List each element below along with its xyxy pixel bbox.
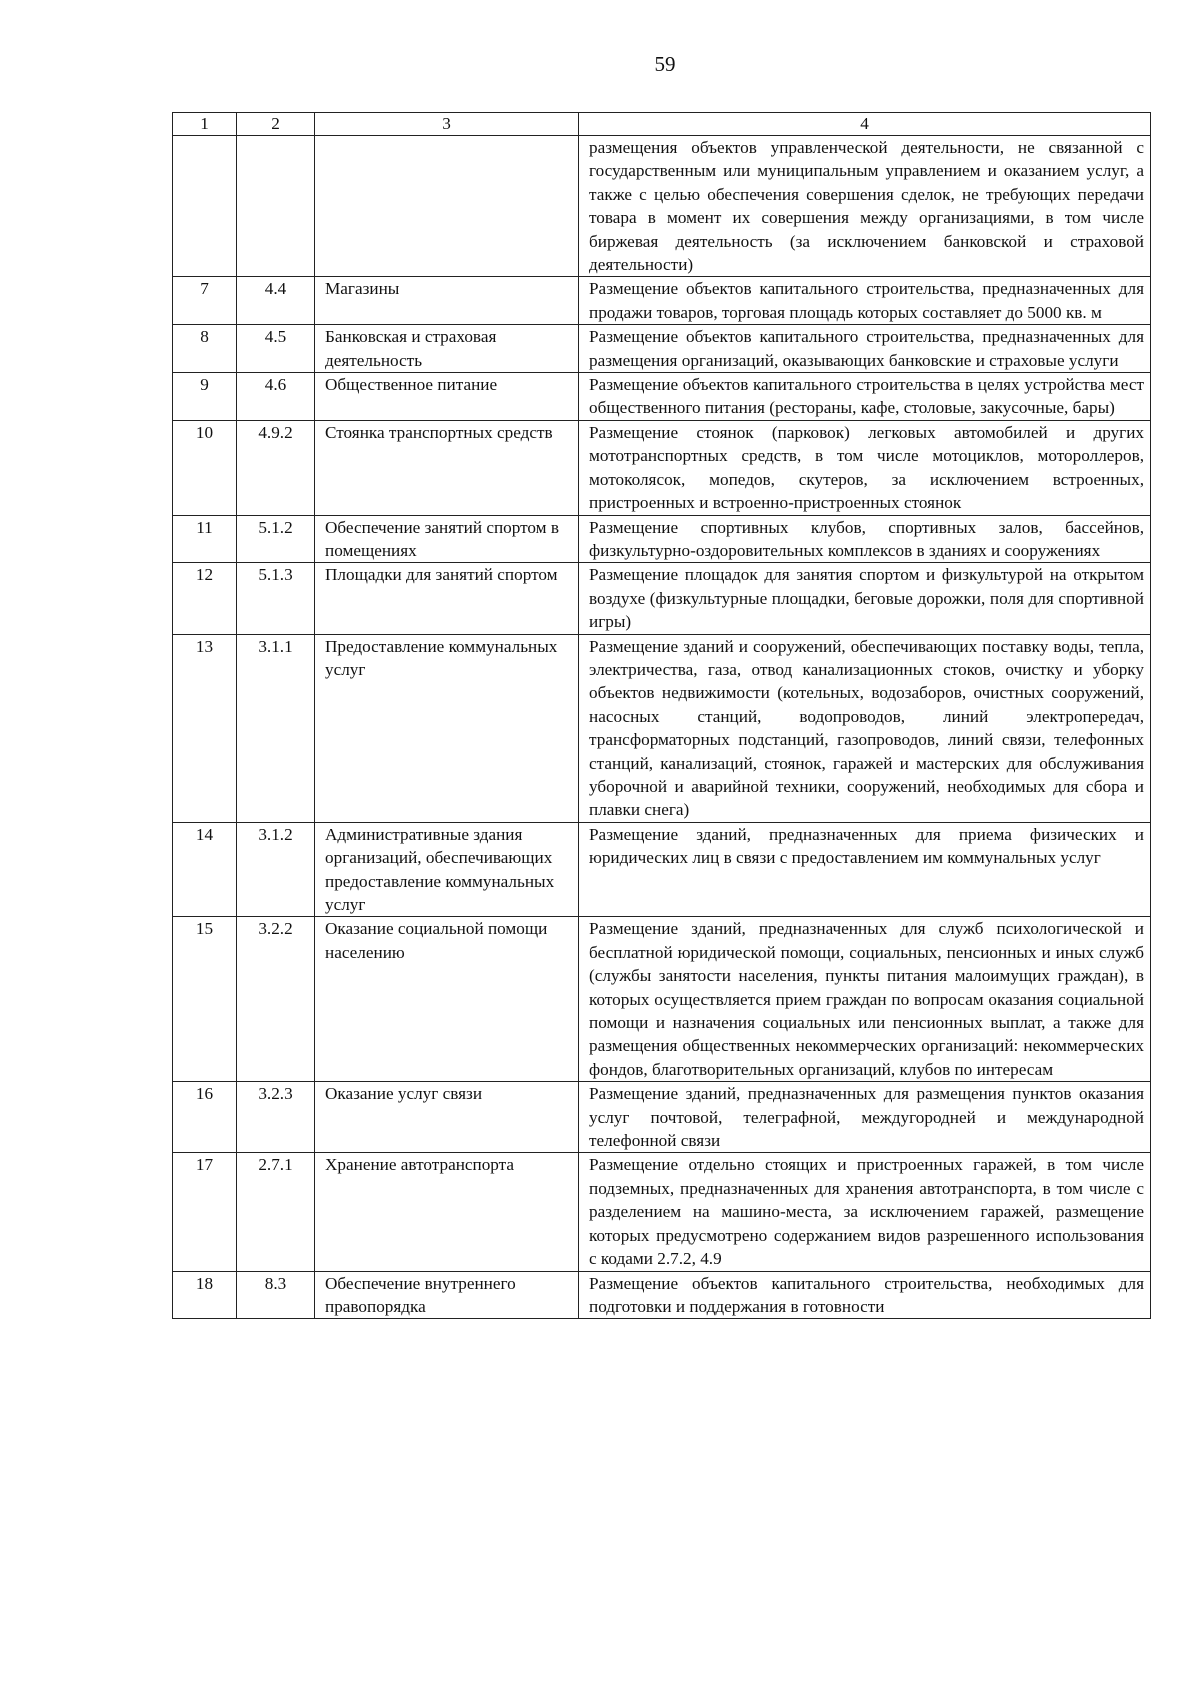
row-number: 17 [173,1153,237,1271]
row-name: Обеспечение занятий спортом в помещениях [315,515,579,563]
row-description: Размещение отдельно стоящих и пристроенных гаражей, в том числе подземных, предназначенных для хранения автотранспорта, в том числе с разделением на машино-места, за исключением гаражей, размещение которых предусмотрено содержанием видов разрешенного использования с кодами 2.7.2, 4.9 [579,1153,1151,1271]
row-name: Предоставление коммунальных услуг [315,634,579,822]
header-cell: 4 [579,113,1151,136]
row-code: 4.5 [237,325,315,373]
table-header [173,113,1151,136]
row-number: 9 [173,373,237,421]
table-row [173,1153,1151,1271]
page-number: 59 [654,52,676,76]
row-description: Размещение площадок для занятия спортом и физкультурой на открытом воздухе (физкультурные площадки, беговые дорожки, поля для спортивной игры) [579,563,1151,634]
row-number: 14 [173,822,237,917]
row-code: 8.3 [237,1271,315,1319]
row-name: Хранение автотранспорта [315,1153,579,1271]
row-number: 10 [173,420,237,515]
header-cell: 1 [173,113,237,136]
table-row [173,420,1151,515]
table-row [173,515,1151,563]
row-code: 5.1.2 [237,515,315,563]
row-name: Оказание социальной помощи населению [315,917,579,1082]
row-number [173,136,237,277]
row-code: 2.7.1 [237,1153,315,1271]
row-code: 4.4 [237,277,315,325]
row-code [237,136,315,277]
row-description: размещения объектов управленческой деятельности, не связанной с государственным или муниципальным управлением и оказанием услуг, а также с целью обеспечения совершения сделок, не требующих передачи товара в момент их совершения между организациями, в том числе биржевая деятельность (за исключением банковской и страховой деятельности) [579,136,1151,277]
row-description: Размещение объектов капитального строительства, необходимых для подготовки и поддержания в готовности [579,1271,1151,1319]
table-row [173,634,1151,822]
table-row [173,1082,1151,1153]
row-name: Банковская и страховая деятельность [315,325,579,373]
row-description: Размещение спортивных клубов, спортивных залов, бассейнов, физкультурно-оздоровительных комплексов в зданиях и сооружениях [579,515,1151,563]
header-cell: 2 [237,113,315,136]
row-name: Обеспечение внутреннего правопорядка [315,1271,579,1319]
table-row [173,136,1151,277]
land-use-table [172,112,1151,1319]
row-number: 8 [173,325,237,373]
row-name: Оказание услуг связи [315,1082,579,1153]
row-number: 7 [173,277,237,325]
table-row [173,325,1151,373]
row-description: Размещение объектов капитального строительства, предназначенных для размещения организаций, оказывающих банковские и страховые услуги [579,325,1151,373]
row-number: 16 [173,1082,237,1153]
table-row [173,917,1151,1082]
row-code: 4.9.2 [237,420,315,515]
table-row [173,822,1151,917]
table-row [173,1271,1151,1319]
row-description: Размещение стоянок (парковок) легковых автомобилей и других мототранспортных средств, в том числе мотоциклов, мотороллеров, мотоколясок, мопедов, скутеров, за исключением встроенных, пристроенных и встроенно-пристроенных стоянок [579,420,1151,515]
table-row [173,373,1151,421]
row-name: Стоянка транспортных средств [315,420,579,515]
row-number: 13 [173,634,237,822]
table-row [173,277,1151,325]
row-description: Размещение зданий, предназначенных для служб психологической и бесплатной юридической помощи, социальных, пенсионных и иных служб (службы занятости населения, пункты питания малоимущих граждан), в которых осуществляется прием граждан по вопросам оказания социальной помощи и назначения социальных или пенсионных выплат, а также для размещения общественных некоммерческих организаций: некоммерческих фондов, благотворительных организаций, клубов по интересам [579,917,1151,1082]
row-name [315,136,579,277]
row-name: Общественное питание [315,373,579,421]
row-code: 5.1.3 [237,563,315,634]
row-description: Размещение объектов капитального строительства в целях устройства мест общественного питания (рестораны, кафе, столовые, закусочные, бары) [579,373,1151,421]
row-name: Магазины [315,277,579,325]
row-description: Размещение зданий и сооружений, обеспечивающих поставку воды, тепла, электричества, газа, отвод канализационных стоков, очистку и уборку объектов недвижимости (котельных, водозаборов, очистных сооружений, насосных станций, водопроводов, линий электропередач, трансформаторных подстанций, газопроводов, линий связи, телефонных станций, канализаций, стоянок, гаражей и мастерских для обслуживания уборочной и аварийной техники, сооружений, необходимых для сбора и плавки снега) [579,634,1151,822]
row-number: 12 [173,563,237,634]
row-name: Площадки для занятий спортом [315,563,579,634]
row-name: Административные здания организаций, обеспечивающих предоставление коммунальных услуг [315,822,579,917]
row-code: 3.1.2 [237,822,315,917]
row-number: 11 [173,515,237,563]
table-row [173,563,1151,634]
row-number: 18 [173,1271,237,1319]
row-code: 3.2.2 [237,917,315,1082]
row-code: 3.1.1 [237,634,315,822]
row-description: Размещение зданий, предназначенных для размещения пунктов оказания услуг почтовой, телеграфной, междугородней и международной телефонной связи [579,1082,1151,1153]
row-description: Размещение зданий, предназначенных для приема физических и юридических лиц в связи с предоставлением им коммунальных услуг [579,822,1151,917]
header-cell: 3 [315,113,579,136]
row-code: 4.6 [237,373,315,421]
row-code: 3.2.3 [237,1082,315,1153]
table-body [173,136,1151,1319]
row-description: Размещение объектов капитального строительства, предназначенных для продажи товаров, торговая площадь которых составляет до 5000 кв. м [579,277,1151,325]
row-number: 15 [173,917,237,1082]
